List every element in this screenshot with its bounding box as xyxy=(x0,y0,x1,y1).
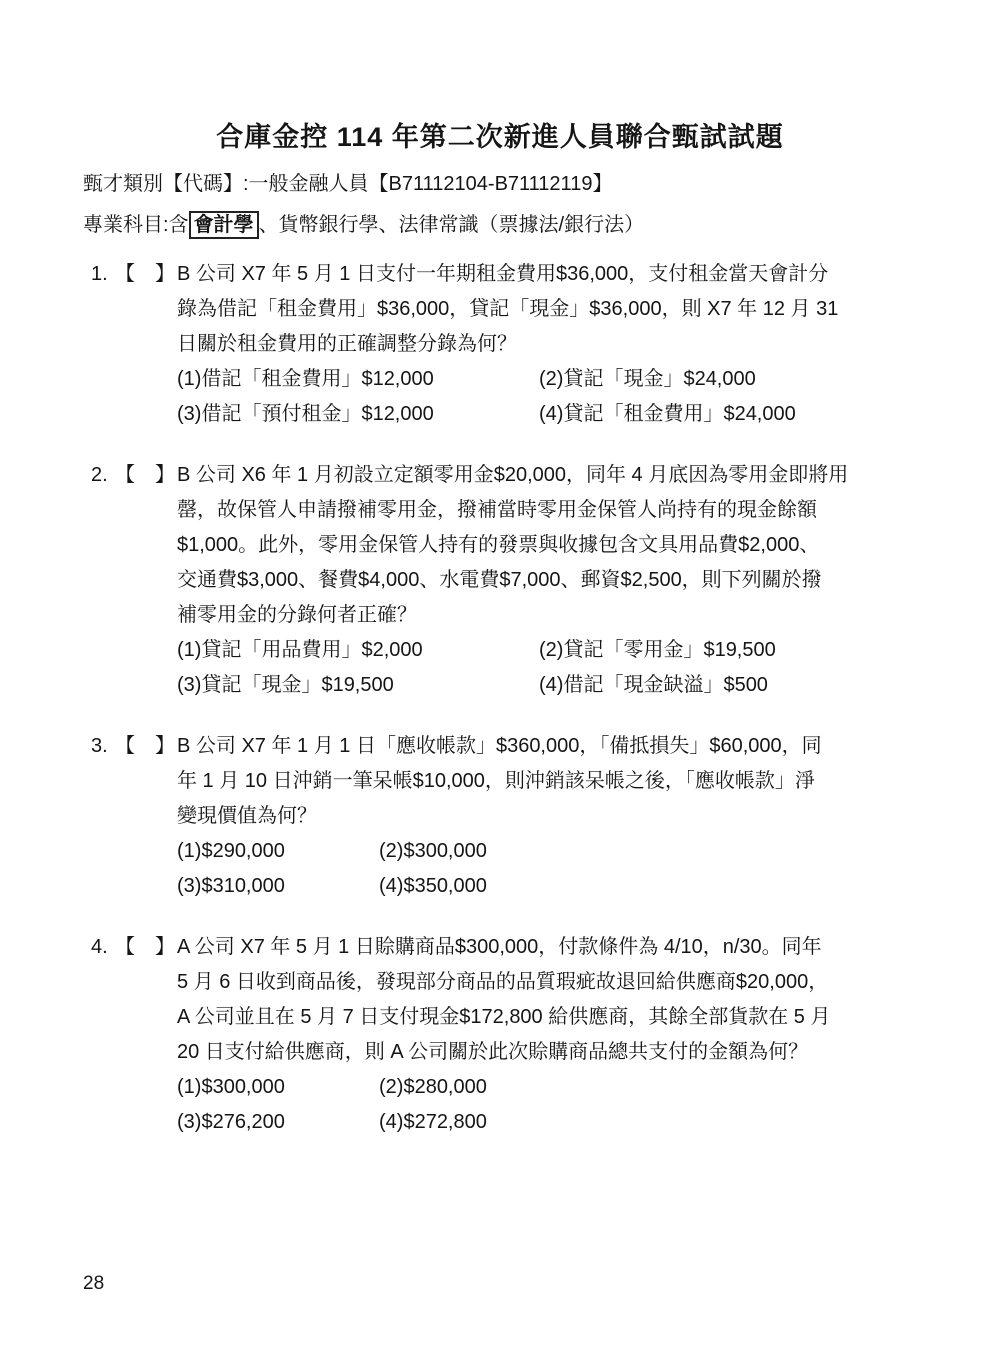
option-4: (4)貸記「租金費用」$24,000 xyxy=(539,403,796,425)
option-3: (3)$276,200 xyxy=(177,1111,285,1133)
question-text-line: $1,000。此外，零用金保管人持有的發票與收據包含文具用品費$2,000、 xyxy=(177,534,820,556)
option-2: (2)$300,000 xyxy=(379,840,487,862)
answer-bracket: 【 】 xyxy=(115,936,175,958)
question-2 xyxy=(91,458,940,703)
subject-suffix: 、貨幣銀行學、法律常識（票據法/銀行法） xyxy=(258,214,645,236)
question-text-line: 罄，故保管人申請撥補零用金，撥補當時零用金保管人尚持有的現金餘額 xyxy=(177,499,817,521)
question-3 xyxy=(91,729,940,904)
option-4: (4)$350,000 xyxy=(379,875,487,897)
category-line: 甄才類別【代碼】:一般金融人員【B71112104-B71112119】 xyxy=(83,173,613,195)
question-1-first-line xyxy=(91,257,940,292)
question-text-line: 20 日支付給供應商，則 A 公司關於此次賒購商品總共支付的金額為何？ xyxy=(177,1041,809,1063)
question-text-line: 5 月 6 日收到商品後，發現部分商品的品質瑕疵故退回給供應商$20,000， xyxy=(177,971,829,993)
question-text-line: B 公司 X6 年 1 月初設立定額零用金$20,000，同年 4 月底因為零用金即將用 xyxy=(177,464,849,486)
question-number: 4. xyxy=(91,936,108,958)
page-number: 28 xyxy=(83,1273,105,1294)
question-4 xyxy=(91,930,940,1140)
option-3: (3)$310,000 xyxy=(177,875,285,897)
option-1: (1)$300,000 xyxy=(177,1076,285,1098)
question-number: 2. xyxy=(91,464,108,486)
subject-line xyxy=(83,207,940,243)
question-text-line: B 公司 X7 年 1 月 1 日「應收帳款」$360,000，「備抵損失」$60,000，同 xyxy=(177,735,822,757)
option-1: (1)貸記「用品費用」$2,000 xyxy=(177,639,423,661)
question-text-line: 補零用金的分錄何者正確？ xyxy=(177,604,417,626)
question-3-first-line xyxy=(91,729,940,764)
question-list xyxy=(0,257,1000,1140)
option-4: (4)$272,800 xyxy=(379,1111,487,1133)
question-1-options xyxy=(177,362,940,432)
subject-prefix: 專業科目:含 xyxy=(83,214,189,236)
option-row xyxy=(177,633,940,668)
option-2: (2)貸記「零用金」$19,500 xyxy=(539,639,776,661)
option-row xyxy=(177,362,940,397)
question-4-options xyxy=(177,1070,940,1140)
option-row xyxy=(177,834,940,869)
question-text-line: A 公司 X7 年 5 月 1 日賒購商品$300,000，付款條件為 4/10，n/30。同年 xyxy=(177,936,822,958)
option-row xyxy=(177,397,940,432)
question-text-line: 交通費$3,000、餐費$4,000、水電費$7,000、郵資$2,500，則下列關於撥 xyxy=(177,569,822,591)
question-text-line: 變現價值為何？ xyxy=(177,805,317,827)
answer-bracket: 【 】 xyxy=(115,263,175,285)
question-3-options xyxy=(177,834,940,904)
question-1 xyxy=(91,257,940,432)
question-text-line: 年 1 月 10 日沖銷一筆呆帳$10,000，則沖銷該呆帳之後，「應收帳款」淨 xyxy=(177,770,815,792)
question-4-first-line xyxy=(91,930,940,965)
option-row xyxy=(177,1070,940,1105)
question-text-line: 日關於租金費用的正確調整分錄為何？ xyxy=(177,333,517,355)
exam-title: 合庫金控 114 年第二次新進人員聯合甄試試題 xyxy=(216,122,784,152)
option-1: (1)$290,000 xyxy=(177,840,285,862)
option-1: (1)借記「租金費用」$12,000 xyxy=(177,368,434,390)
option-row xyxy=(177,668,940,703)
question-number: 3. xyxy=(91,735,108,757)
answer-bracket: 【 】 xyxy=(115,464,175,486)
question-2-options xyxy=(177,633,940,703)
option-4: (4)借記「現金缺溢」$500 xyxy=(539,674,768,696)
question-text-line: B 公司 X7 年 5 月 1 日支付一年期租金費用$36,000，支付租金當天會計分 xyxy=(177,263,829,285)
question-2-first-line xyxy=(91,458,940,493)
option-3: (3)貸記「現金」$19,500 xyxy=(177,674,394,696)
answer-bracket: 【 】 xyxy=(115,735,175,757)
option-2: (2)$280,000 xyxy=(379,1076,487,1098)
option-row xyxy=(177,1105,940,1140)
option-2: (2)貸記「現金」$24,000 xyxy=(539,368,756,390)
exam-meta xyxy=(83,168,940,243)
option-row xyxy=(177,869,940,904)
question-number: 1. xyxy=(91,263,108,285)
question-text-line: A 公司並且在 5 月 7 日支付現金$172,800 給供應商，其餘全部貨款在 5 月 xyxy=(177,1006,831,1028)
option-3: (3)借記「預付租金」$12,000 xyxy=(177,403,434,425)
question-text-line: 錄為借記「租金費用」$36,000，貸記「現金」$36,000，則 X7 年 12 月 31 xyxy=(177,298,839,320)
subject-boxed-accounting: 會計學 xyxy=(189,211,259,239)
